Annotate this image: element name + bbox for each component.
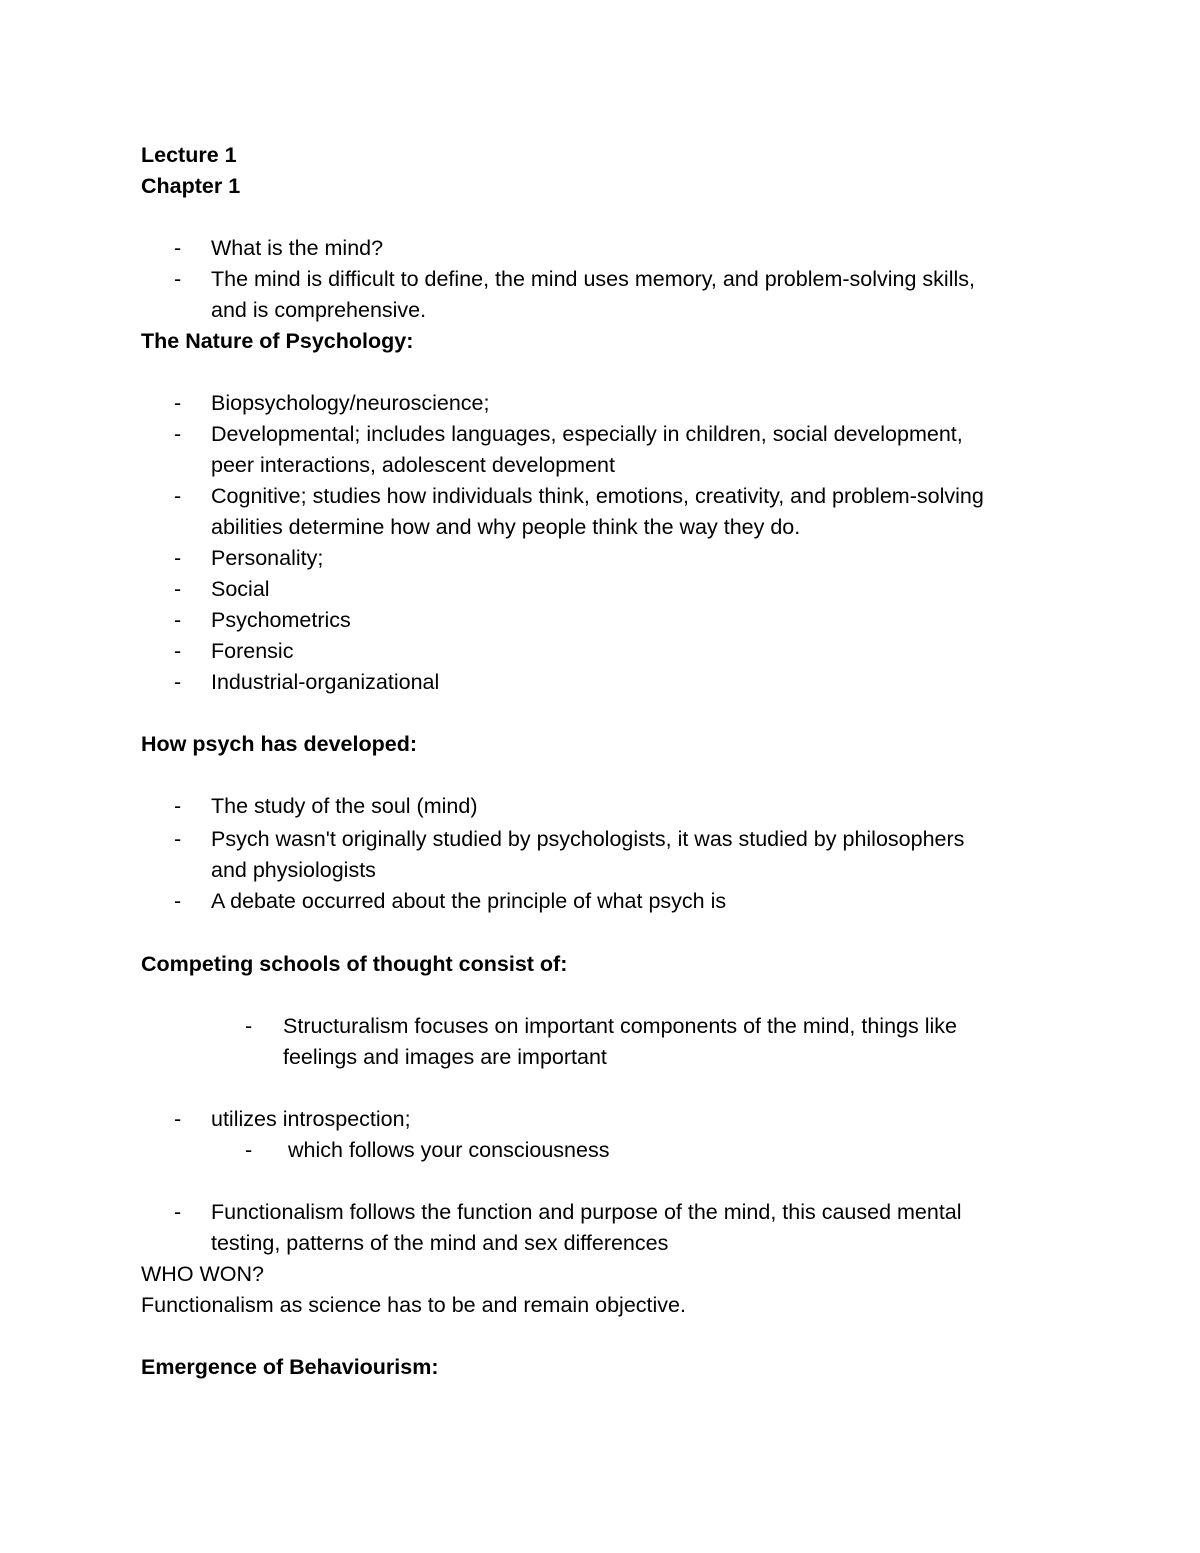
bullet-dash: - [174, 889, 182, 913]
list-item: utilizes introspection; [211, 1107, 411, 1131]
bullet-dash: - [245, 1138, 253, 1162]
bullet-dash: - [174, 794, 182, 818]
list-item: The study of the soul (mind) [211, 794, 478, 818]
bullet-dash: - [174, 827, 182, 851]
list-item: Forensic [211, 639, 294, 663]
section-heading-nature: The Nature of Psychology: [141, 329, 414, 353]
bullet-dash: - [174, 236, 182, 260]
section-heading-behaviourism: Emergence of Behaviourism: [141, 1355, 439, 1379]
list-item: The mind is difficult to define, the mind uses memory, and problem-solving skills, [211, 267, 975, 291]
list-item: Functionalism follows the function and purpose of the mind, this caused mental [211, 1200, 962, 1224]
list-item: Cognitive; studies how individuals think, emotions, creativity, and problem-solving [211, 484, 984, 508]
list-item-continuation: and is comprehensive. [211, 298, 427, 322]
bullet-dash: - [174, 1107, 182, 1131]
list-item: which follows your consciousness [288, 1138, 610, 1162]
list-item-continuation: testing, patterns of the mind and sex differences [211, 1231, 669, 1255]
list-item-continuation: and physiologists [211, 858, 376, 882]
bullet-dash: - [174, 1200, 182, 1224]
lecture-heading: Lecture 1 [141, 143, 237, 167]
list-item-continuation: peer interactions, adolescent development [211, 453, 615, 477]
bullet-dash: - [245, 1014, 253, 1038]
list-item: Developmental; includes languages, especially in children, social development, [211, 422, 963, 446]
list-item: Psychometrics [211, 608, 351, 632]
list-item: Social [211, 577, 270, 601]
bullet-dash: - [174, 391, 182, 415]
list-item: Industrial-organizational [211, 670, 440, 694]
bullet-dash: - [174, 484, 182, 508]
list-item-continuation: feelings and images are important [283, 1045, 607, 1069]
section-heading-schools: Competing schools of thought consist of: [141, 952, 568, 976]
answer-text: Functionalism as science has to be and remain objective. [141, 1293, 686, 1317]
bullet-dash: - [174, 267, 182, 291]
chapter-heading: Chapter 1 [141, 174, 241, 198]
bullet-dash: - [174, 670, 182, 694]
bullet-dash: - [174, 546, 182, 570]
list-item: Psych wasn't originally studied by psychologists, it was studied by philosophers [211, 827, 965, 851]
bullet-dash: - [174, 422, 182, 446]
list-item: A debate occurred about the principle of what psych is [211, 889, 727, 913]
who-won-text: WHO WON? [141, 1262, 265, 1286]
list-item-continuation: abilities determine how and why people think the way they do. [211, 515, 801, 539]
list-item: What is the mind? [211, 236, 384, 260]
bullet-dash: - [174, 639, 182, 663]
section-heading-developed: How psych has developed: [141, 732, 417, 756]
bullet-dash: - [174, 577, 182, 601]
list-item: Personality; [211, 546, 324, 570]
list-item: Structuralism focuses on important components of the mind, things like [283, 1014, 957, 1038]
bullet-dash: - [174, 608, 182, 632]
list-item: Biopsychology/neuroscience; [211, 391, 490, 415]
